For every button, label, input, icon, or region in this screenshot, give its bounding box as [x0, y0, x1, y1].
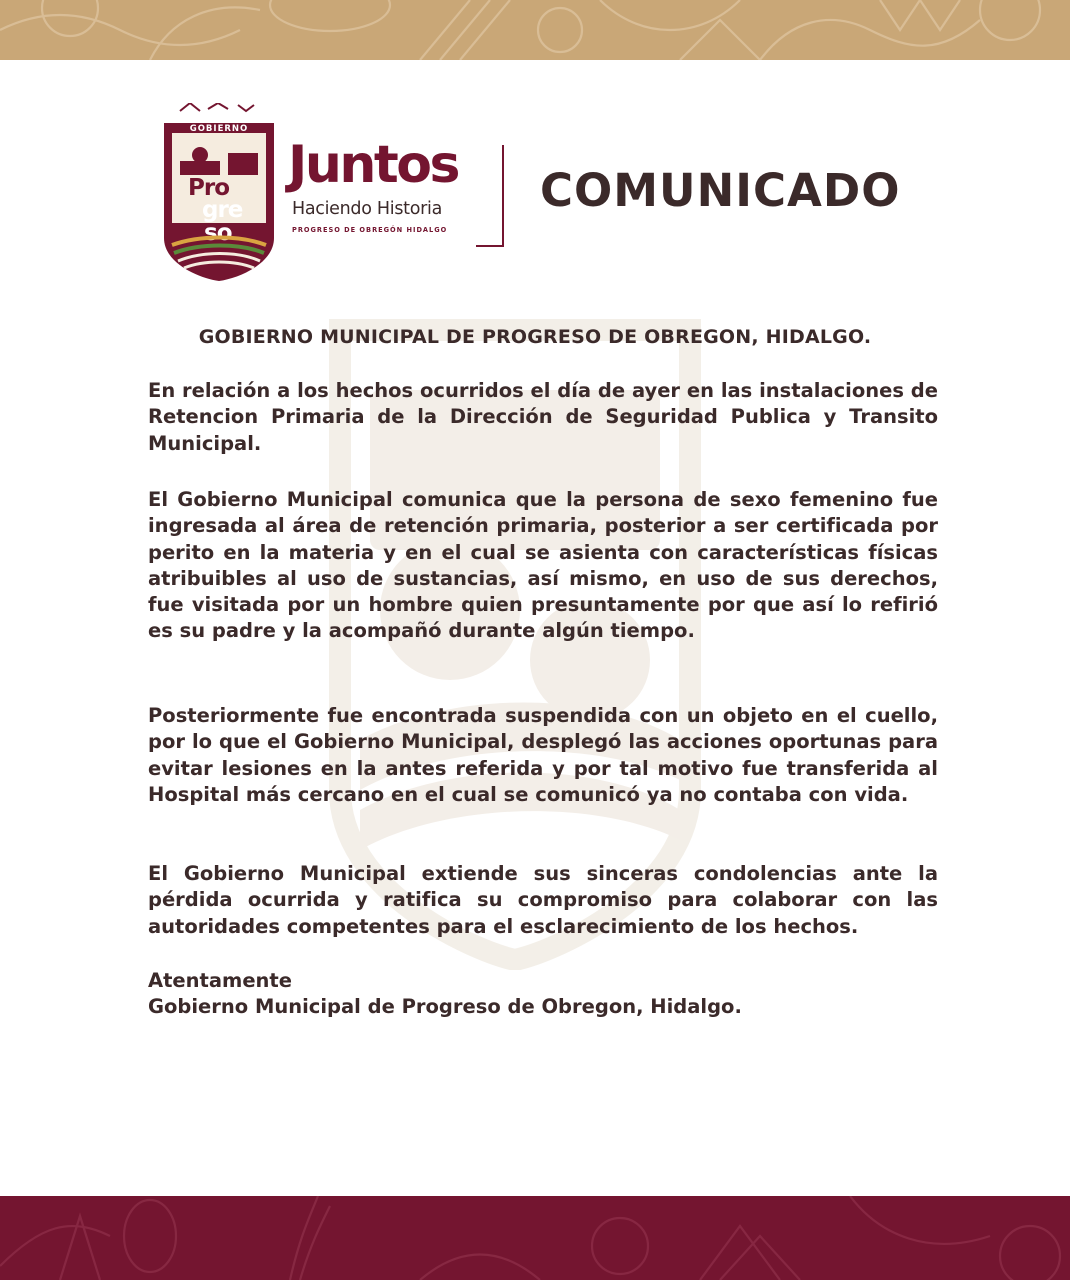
paragraph-2: El Gobierno Municipal comunica que la persona de sexo femenino fue ingresada al área de retención primaria, posterior a ser certificada por perito en la materia y en el cual se asienta con características físicas atribuibles al uso de sustancias, así mismo, en uso de sus derechos, fue visitada por un hombre quien presuntamente por que así lo refirió es su padre y la acompañó durante algún tiempo. — [148, 488, 938, 643]
ornament-pattern-icon — [0, 1196, 1070, 1280]
paragraph-3: Posteriormente fue encontrada suspendida con un objeto en el cuello, por lo que el Gobierno Municipal, desplegó las acciones oportunas para evitar lesiones en la antes referida y por tal motivo fue transferida al Hospital más cercano en el cual se comunicó ya no contaba con vida. — [148, 704, 938, 806]
svg-text:so: so — [204, 220, 232, 246]
paragraph-4: El Gobierno Municipal extiende sus sinceras condolencias ante la pérdida ocurrida y ratifica su compromiso para colaborar con las autoridades competentes para el esclarecimiento de los hechos. — [148, 862, 938, 938]
signature-text: Gobierno Municipal de Progreso de Obregon, Hidalgo. — [148, 995, 742, 1019]
bottom-decorative-band — [0, 1196, 1070, 1280]
juntos-text: Juntos — [288, 135, 458, 195]
logo-frame-line — [502, 145, 504, 247]
haciendo-historia-text: Haciendo Historia — [292, 199, 442, 219]
juntos-subtitle: PROGRESO DE OBREGÓN HIDALGO — [292, 226, 448, 234]
juntos-haciendo-historia-logo — [288, 135, 506, 247]
svg-text:Pro: Pro — [188, 175, 230, 201]
top-decorative-band — [0, 0, 1070, 60]
closing-block — [148, 968, 742, 1021]
progreso-shield-logo — [160, 103, 278, 283]
closing-text: Atentamente — [148, 969, 292, 992]
paragraph-1: En relación a los hechos ocurridos el día de ayer en las instalaciones de Retencion Primaria de la Dirección de Seguridad Publica y Transito Municipal. — [148, 379, 938, 455]
document-heading: GOBIERNO MUNICIPAL DE PROGRESO DE OBREGON, HIDALGO. — [198, 326, 872, 348]
logo-frame-line — [476, 245, 504, 247]
logo-gobierno-text: GOBIERNO — [189, 124, 249, 134]
ornament-pattern-icon — [0, 0, 1070, 60]
svg-text:gre: gre — [202, 197, 243, 223]
page-title: COMUNICADO — [540, 164, 901, 217]
